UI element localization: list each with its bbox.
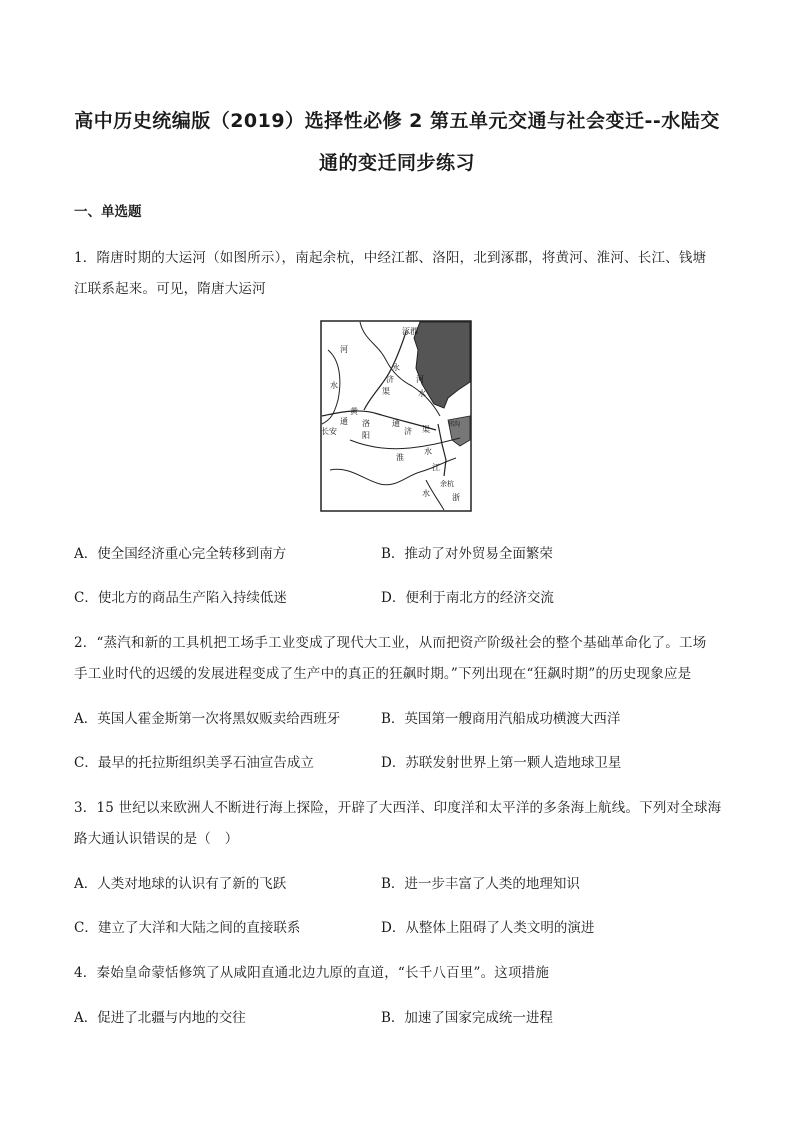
question-3-stem-line-1: 3．15 世纪以来欧洲人不断进行海上探险，开辟了大西洋、印度洋和太平洋的多条海上航线。下列对全球海: [74, 800, 722, 816]
map-label: 水: [418, 389, 426, 398]
map-label: 淮: [396, 453, 404, 462]
map-label: 洛: [362, 419, 370, 428]
question-4-option-b[interactable]: B．加速了国家完成统一进程: [381, 1010, 553, 1026]
map-label: 阳: [362, 431, 370, 440]
question-2-option-a[interactable]: A．英国人霍金斯第一次将黑奴贩卖给西班牙: [74, 711, 341, 727]
map-label: 通: [392, 419, 400, 428]
document-title-line-2: 通的变迁同步练习: [318, 152, 475, 174]
map-label: 河: [416, 375, 424, 384]
question-2-stem-line-2: 手工业时代的迟缓的发展进程变成了生产中的真正的狂飙时期。”下列出现在“狂飙时期”的历史现象应是: [74, 666, 692, 682]
section-heading: 一、单选题: [74, 204, 142, 220]
document-title-line-1: 高中历史统编版（2019）选择性必修 2 第五单元交通与社会变迁--水陆交: [74, 110, 720, 132]
question-2-option-b[interactable]: B．英国第一艘商用汽船成功横渡大西洋: [381, 711, 621, 727]
map-label: 济: [386, 375, 394, 384]
map-label: 江: [432, 463, 440, 472]
map-label: 水: [330, 381, 338, 390]
question-1-stem-line-2: 江联系起来。可见，隋唐大运河: [74, 281, 266, 297]
question-3-option-b[interactable]: B．进一步丰富了人类的地理知识: [381, 876, 580, 892]
map-label: 邗沟: [448, 421, 461, 428]
question-2-stem-line-1: 2．“蒸汽和新的工具机把工场手工业变成了现代大工业，从而把资产阶级社会的整个基础革命化了。工场: [74, 635, 707, 651]
map-label: 河: [340, 345, 348, 354]
question-1-stem-line-1: 1．隋唐时期的大运河（如图所示），南起余杭，中经江都、洛阳，北到涿郡，将黄河、淮河、长江、钱塘: [74, 250, 707, 266]
map-label: 浙: [452, 493, 460, 502]
question-4-option-a[interactable]: A．促进了北疆与内地的交往: [74, 1010, 246, 1026]
question-3-option-c[interactable]: C．建立了大洋和大陆之间的直接联系: [74, 920, 301, 936]
map-label: 黄: [350, 407, 358, 416]
map-label: 渠: [422, 425, 430, 434]
map-label: 通: [340, 417, 348, 426]
grand-canal-map: [320, 320, 472, 512]
map-label: 渠: [382, 387, 390, 396]
map-label: 水: [422, 489, 430, 498]
question-1-option-d[interactable]: D．便利于南北方的经济交流: [381, 590, 554, 606]
map-label: 济: [404, 427, 412, 436]
map-label: 长安: [321, 427, 337, 436]
map-label: 永: [392, 363, 400, 372]
question-1-option-b[interactable]: B．推动了对外贸易全面繁荣: [381, 546, 553, 562]
question-2-option-d[interactable]: D．苏联发射世界上第一颗人造地球卫星: [381, 755, 622, 771]
question-3-option-d[interactable]: D．从整体上阻碍了人类文明的演进: [381, 920, 595, 936]
question-4-stem-line-1: 4．秦始皇命蒙恬修筑了从咸阳直通北边九原的直道，“长千八百里”。这项措施: [74, 965, 550, 981]
question-1-option-c[interactable]: C．使北方的商品生产陷入持续低迷: [74, 590, 287, 606]
map-label: 涿郡: [402, 327, 418, 336]
question-3-option-a[interactable]: A．人类对地球的认识有了新的飞跃: [74, 876, 287, 892]
map-label: 水: [424, 447, 432, 456]
question-2-option-c[interactable]: C．最早的托拉斯组织美孚石油宣告成立: [74, 755, 314, 771]
question-3-stem-line-2: 路大通认识错误的是（ ）: [74, 831, 239, 847]
question-1-option-a[interactable]: A．使全国经济重心完全转移到南方: [74, 546, 287, 562]
map-label: 余杭: [440, 480, 454, 488]
